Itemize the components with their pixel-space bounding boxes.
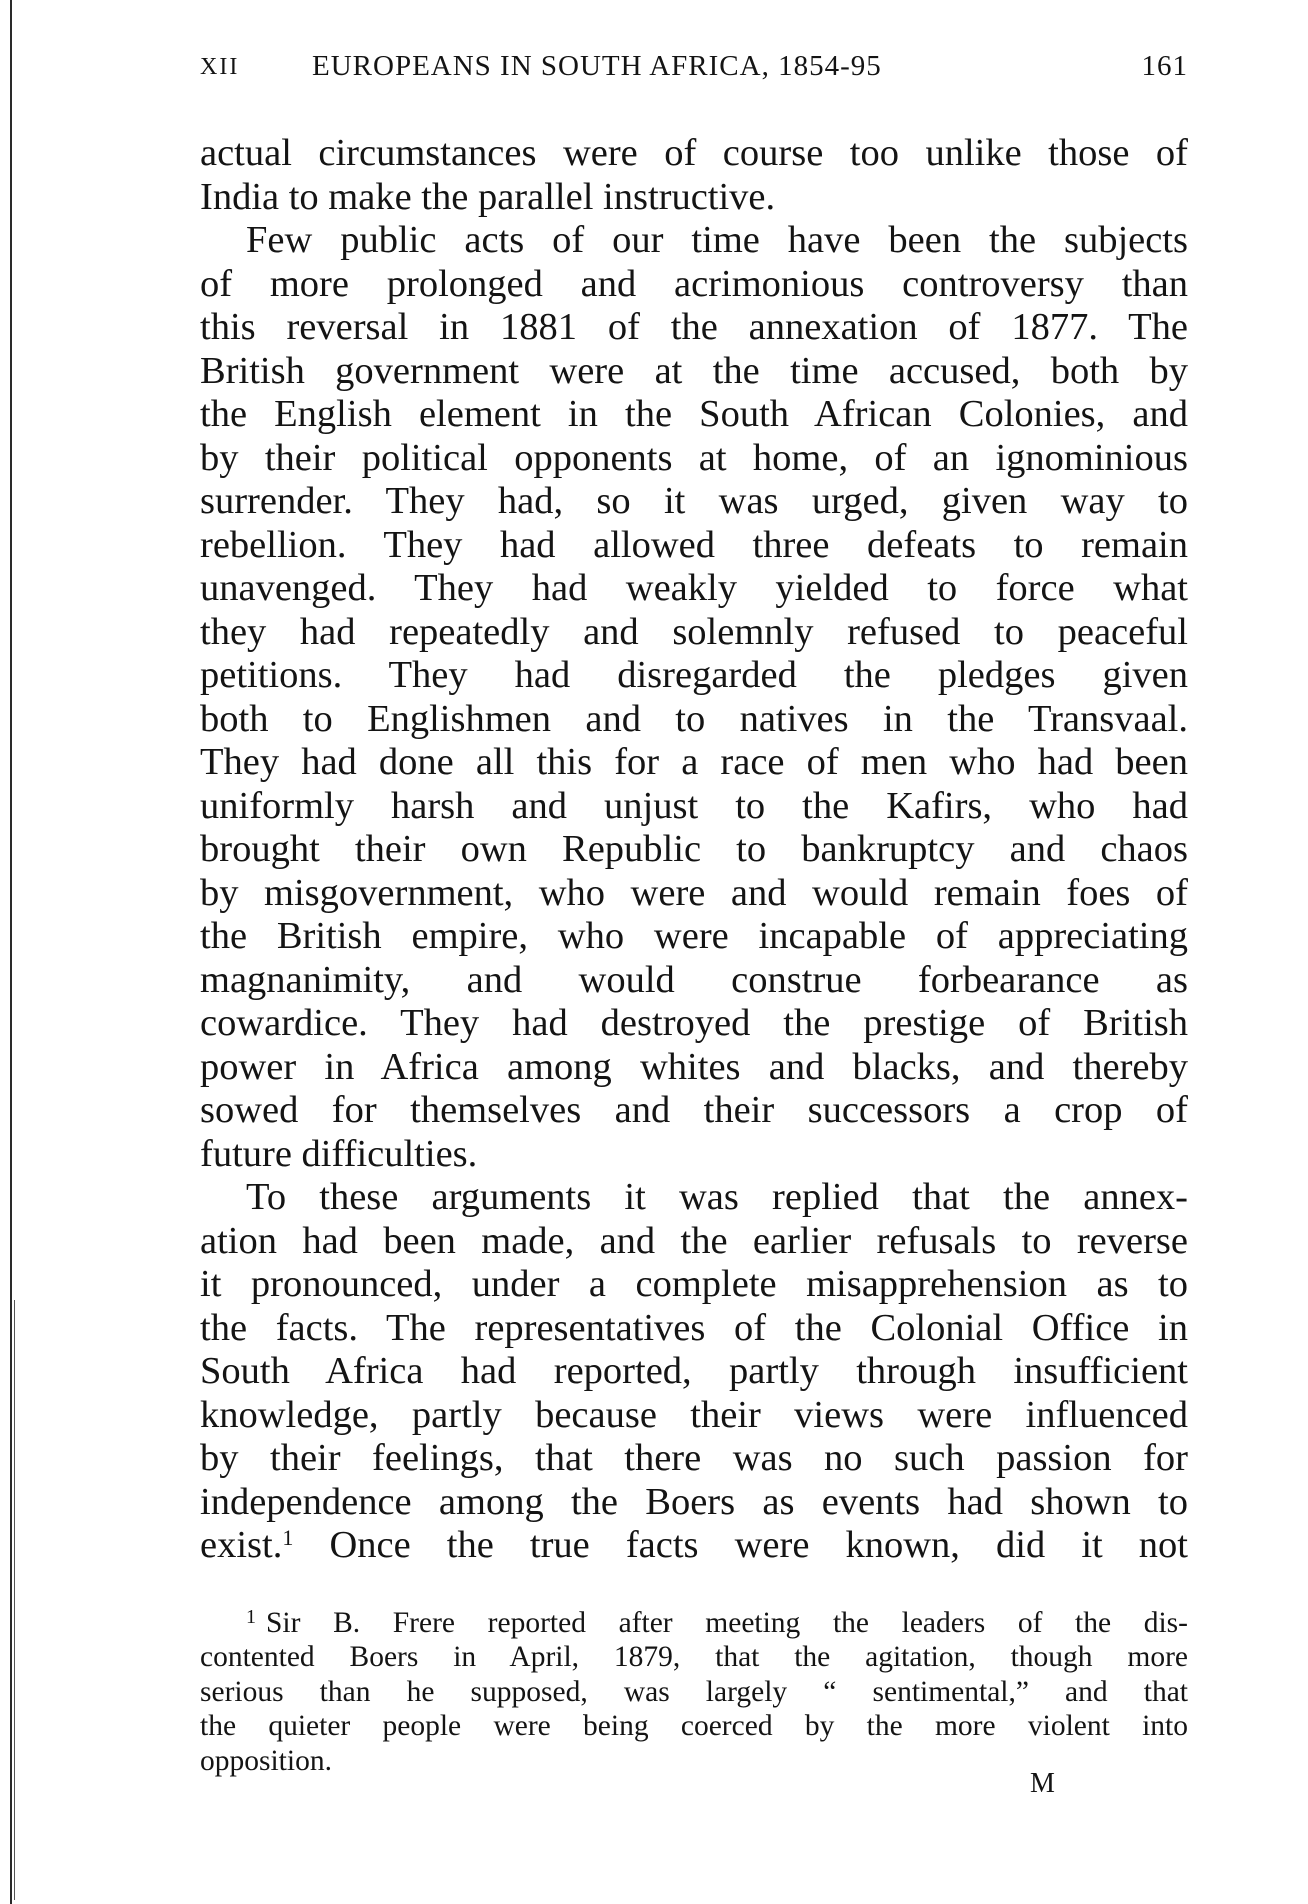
- text-line: uniformly harsh and unjust to the Kafirs, who had: [200, 784, 1188, 827]
- footnote-line: contented Boers in April, 1879, that the agitation, though more: [200, 1641, 1188, 1674]
- footnote-line: [200, 1606, 1188, 1640]
- text-line: of more prolonged and acrimonious controversy than: [200, 262, 1188, 305]
- running-title: EUROPEANS IN SOUTH AFRICA, 1854-95: [312, 50, 882, 82]
- text-line-with-footnote-ref: [200, 1524, 1188, 1568]
- text-line: British government were at the time accused, both by: [200, 349, 1188, 392]
- text-line: To these arguments it was replied that the annex-: [246, 1176, 1188, 1218]
- running-header: [200, 50, 1188, 90]
- text-line: India to make the parallel instructive.: [200, 175, 776, 218]
- text-line: both to Englishmen and to natives in the Transvaal.: [200, 697, 1188, 740]
- text-line: They had done all this for a race of men who had been: [200, 741, 1188, 783]
- text-line: petitions. They had disregarded the pledges given: [200, 654, 1188, 696]
- text-line: by their feelings, that there was no such passion for: [200, 1437, 1188, 1479]
- text-line: by their political opponents at home, of an ignominious: [200, 436, 1188, 479]
- text-line: ation had been made, and the earlier refusals to reverse: [200, 1219, 1188, 1262]
- text-line: Few public acts of our time have been the subjects: [246, 219, 1188, 261]
- text-line: rebellion. They had allowed three defeats to remain: [200, 523, 1188, 566]
- text-line: knowledge, partly because their views were influenced: [200, 1393, 1188, 1436]
- text-line: independence among the Boers as events had shown to: [200, 1480, 1188, 1523]
- text-line: sowed for themselves and their successors a crop of: [200, 1089, 1188, 1131]
- footnote-line: opposition.: [200, 1744, 332, 1777]
- footnote-text: Sir B. Frere reported after meeting the leaders of the dis-: [266, 1607, 1188, 1639]
- signature-mark: M: [1030, 1768, 1055, 1799]
- text-line: the British empire, who were incapable of appreciating: [200, 915, 1188, 957]
- footnote-mark: 1: [246, 1606, 256, 1628]
- text-line: they had repeatedly and solemnly refused to peaceful: [200, 610, 1188, 653]
- text-line: actual circumstances were of course too unlike those of: [200, 132, 1188, 174]
- text-line: South Africa had reported, partly through insufficient: [200, 1350, 1188, 1392]
- text-line: the facts. The representatives of the Colonial Office in: [200, 1306, 1188, 1349]
- text-fragment: Once the true facts were known, did it not: [293, 1524, 1188, 1566]
- footnote: [200, 1606, 1188, 1778]
- text-line: future difficulties.: [200, 1132, 478, 1175]
- text-fragment: exist.: [200, 1524, 283, 1566]
- main-text: [200, 132, 1188, 1568]
- text-line: it pronounced, under a complete misapprehension as to: [200, 1263, 1188, 1305]
- page-number: 161: [1141, 50, 1188, 82]
- text-line: brought their own Republic to bankruptcy and chaos: [200, 828, 1188, 870]
- text-line: power in Africa among whites and blacks, and thereby: [200, 1045, 1188, 1088]
- footnote-reference: 1: [282, 1525, 294, 1550]
- book-spine-edge-inner: [14, 1300, 15, 1900]
- text-line: surrender. They had, so it was urged, given way to: [200, 480, 1188, 522]
- chapter-number: XII: [200, 54, 240, 80]
- text-line: this reversal in 1881 of the annexation of 1877. The: [200, 306, 1188, 348]
- text-line: unavenged. They had weakly yielded to force what: [200, 567, 1188, 609]
- text-line: the English element in the South African Colonies, and: [200, 393, 1188, 435]
- footnote-line: the quieter people were being coerced by the more violent into: [200, 1710, 1188, 1743]
- text-line: magnanimity, and would construe forbearance as: [200, 958, 1188, 1001]
- book-spine-edge: [10, 0, 12, 1904]
- text-line: cowardice. They had destroyed the prestige of British: [200, 1002, 1188, 1044]
- footnote-line: serious than he supposed, was largely “ sentimental,” and that: [200, 1675, 1188, 1708]
- text-line: by misgovernment, who were and would remain foes of: [200, 871, 1188, 914]
